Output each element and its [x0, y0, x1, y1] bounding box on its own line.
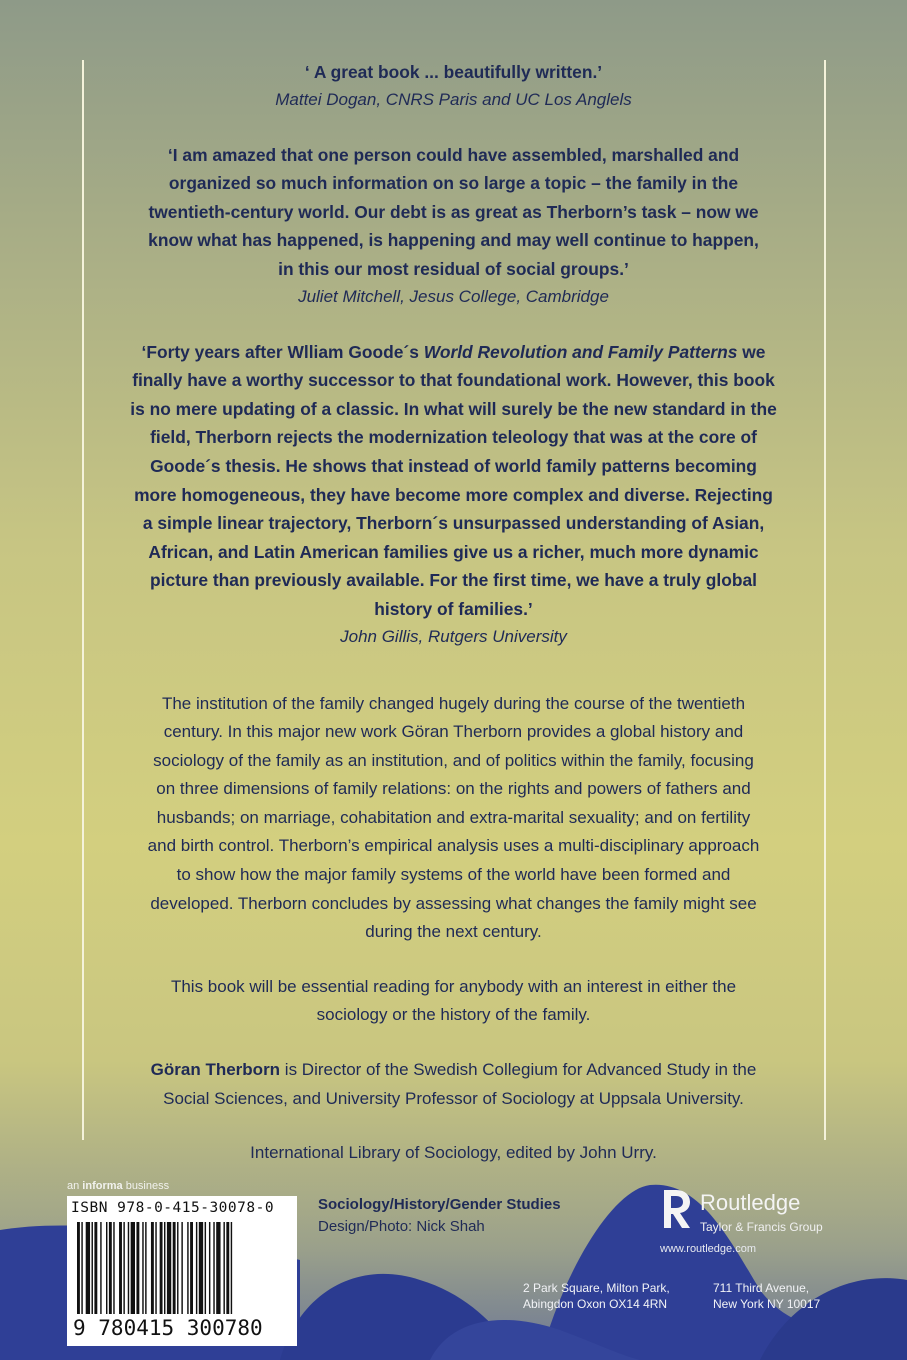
author-name: Göran Therborn [150, 1060, 281, 1080]
design-credit: Design/Photo: Nick Shah [318, 1218, 485, 1235]
barcode-number: 9 780415 300780 [73, 1316, 263, 1340]
quote-gillis: ‘Forty years after Wlliam Goode´s World Revolution and Family Patterns we finally have a worthy successor to that foundational work. However, this book is no mere updating of a classic. In what will surely be the new standard in the field, Therborn rejects the modernization teleology that was at the core of Goode´s thesis. He shows that instead of world family patterns becoming more homogeneous, they have become more complex and diverse. Rejecting a simple linear trajectory, Therborn´s unsurpassed understanding of Asian, African, and Latin American families give us a richer, much more dynamic picture than previously available. For the first time, we have a truly global history of families.’ [130, 341, 777, 619]
routledge-logo-icon [660, 1188, 696, 1242]
essential-reading-note: This book will be essential reading for anybody with an interest in either the sociology or the history of the family. [170, 976, 737, 1025]
barcode-icon [77, 1222, 289, 1324]
attribution-mitchell: Juliet Mitchell, Jesus College, Cambridge [298, 286, 609, 306]
author-bio: Göran Therborn is Director of the Swedish Collegium for Advanced Study in the Social Sciences, and University Professor of Sociology at Uppsala University. [150, 1060, 757, 1108]
address-us: 711 Third Avenue, New York NY 10017 [713, 1281, 821, 1311]
book-title-goode: World Revolution and Family Patterns [423, 341, 738, 362]
book-description: The institution of the family changed hugely during the course of the twentieth century. In this major new work Göran Therborn provides a global history and sociology of the family as an institution, and of politics within the family, focusing on three dimensions of family relations: on the rights and powers of fathers and husbands; on marriage, cohabitation and extra-marital sexuality; and on fertility and birth control. Therborn’s empirical analysis uses a multi-disciplinary approach to show how the major family systems of the world have been formed and developed. Therborn concludes by assessing what changes the family might see during the next century. [147, 693, 760, 942]
attribution-gillis: John Gillis, Rutgers University [340, 626, 567, 646]
isbn-text: ISBN 978-0-415-30078-0 [71, 1200, 275, 1216]
right-border-rule [824, 60, 826, 1140]
publisher-name: Routledge [700, 1190, 801, 1215]
quote-dogan: ‘ A great book ... beautifully written.’ [304, 62, 603, 82]
attribution-dogan: Mattei Dogan, CNRS Paris and UC Los Anglels [275, 89, 632, 109]
left-border-rule [82, 60, 84, 1140]
publisher-group: Taylor & Francis Group [700, 1220, 823, 1234]
footer-photo-band [0, 1170, 907, 1360]
publisher-url: www.routledge.com [660, 1243, 756, 1255]
back-cover-text [112, 58, 795, 1168]
quote-mitchell: ‘I am amazed that one person could have assembled, marshalled and organized so much information on so large a topic – the family in the twentieth-century world. Our debt is as great as Therborn’s task – now we know what has happened, is happening and may well continue to happen, in this our most residual of social groups.’ [148, 144, 759, 279]
informa-business-tag: an informa business [67, 1180, 170, 1192]
subject-categories: Sociology/History/Gender Studies [318, 1196, 561, 1213]
address-uk: 2 Park Square, Milton Park, Abingdon Oxon OX14 4RN [523, 1281, 670, 1311]
series-note: International Library of Sociology, edited by John Urry. [250, 1143, 657, 1163]
